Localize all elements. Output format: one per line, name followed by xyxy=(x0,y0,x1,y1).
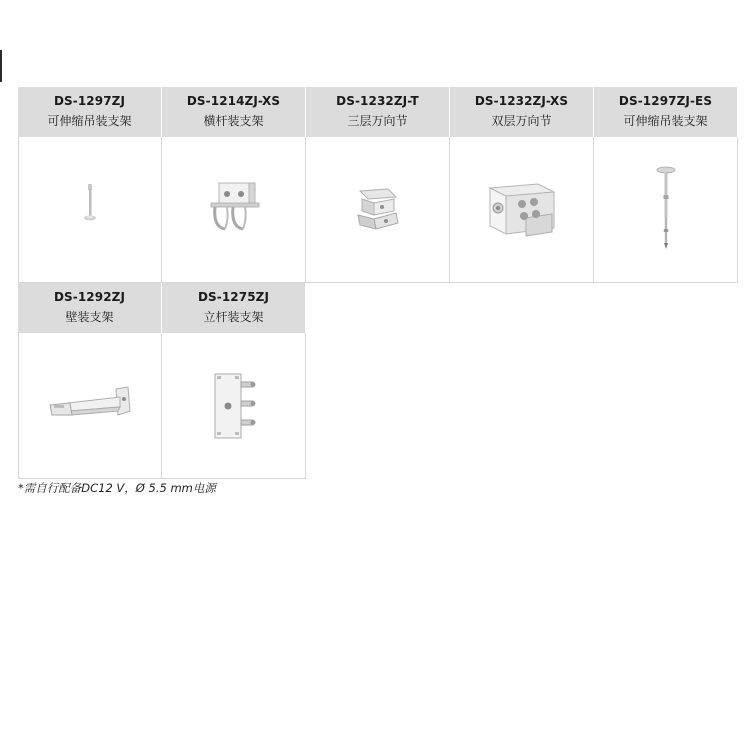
product-header xyxy=(18,283,162,333)
product-cell xyxy=(162,87,306,283)
telescopic-pendant-mount-icon xyxy=(70,180,110,240)
product-image xyxy=(162,333,306,479)
product-description: 立杆装支架 xyxy=(203,310,264,324)
three-layer-universal-joint-icon xyxy=(348,185,408,235)
product-cell xyxy=(162,283,306,479)
product-model: DS-1275ZJ xyxy=(197,290,270,304)
double-layer-universal-joint-icon xyxy=(482,178,562,242)
product-image xyxy=(162,137,306,283)
product-image xyxy=(18,137,162,283)
table-row xyxy=(18,283,738,479)
product-header xyxy=(162,87,306,137)
power-supply-footnote: *需自行配备DC12 V，Ø 5.5 mm电源 xyxy=(18,481,216,495)
product-cell xyxy=(18,283,162,479)
bracket-table xyxy=(18,87,738,479)
product-description: 横杆装支架 xyxy=(203,114,264,128)
product-description: 可伸缩吊装支架 xyxy=(623,114,708,128)
product-description: 可伸缩吊装支架 xyxy=(47,114,132,128)
product-cell xyxy=(594,87,738,283)
horizontal-pole-mount-icon xyxy=(199,175,269,245)
product-model: DS-1232ZJ-T xyxy=(336,94,419,108)
product-model: DS-1297ZJ xyxy=(53,94,126,108)
vertical-pole-mount-icon xyxy=(209,370,259,442)
product-model: DS-1214ZJ-XS xyxy=(186,94,281,108)
table-row xyxy=(18,87,738,283)
product-cell xyxy=(306,87,450,283)
product-image xyxy=(594,137,738,283)
product-cell xyxy=(18,87,162,283)
product-image xyxy=(18,333,162,479)
product-header xyxy=(594,87,738,137)
product-image xyxy=(450,137,594,283)
product-model: DS-1292ZJ xyxy=(53,290,126,304)
product-cell xyxy=(450,87,594,283)
telescopic-pendant-mount-icon xyxy=(651,165,681,255)
product-description: 双层万向节 xyxy=(491,114,552,128)
product-header xyxy=(18,87,162,137)
product-description: 三层万向节 xyxy=(347,114,408,128)
wall-mount-bracket-icon xyxy=(40,381,140,431)
product-model: DS-1232ZJ-XS xyxy=(474,94,569,108)
product-image xyxy=(306,137,450,283)
product-header xyxy=(450,87,594,137)
product-description: 壁装支架 xyxy=(65,310,114,324)
page-edge-mark xyxy=(0,50,2,82)
product-header xyxy=(306,87,450,137)
product-model: DS-1297ZJ-ES xyxy=(618,94,713,108)
product-header xyxy=(162,283,306,333)
